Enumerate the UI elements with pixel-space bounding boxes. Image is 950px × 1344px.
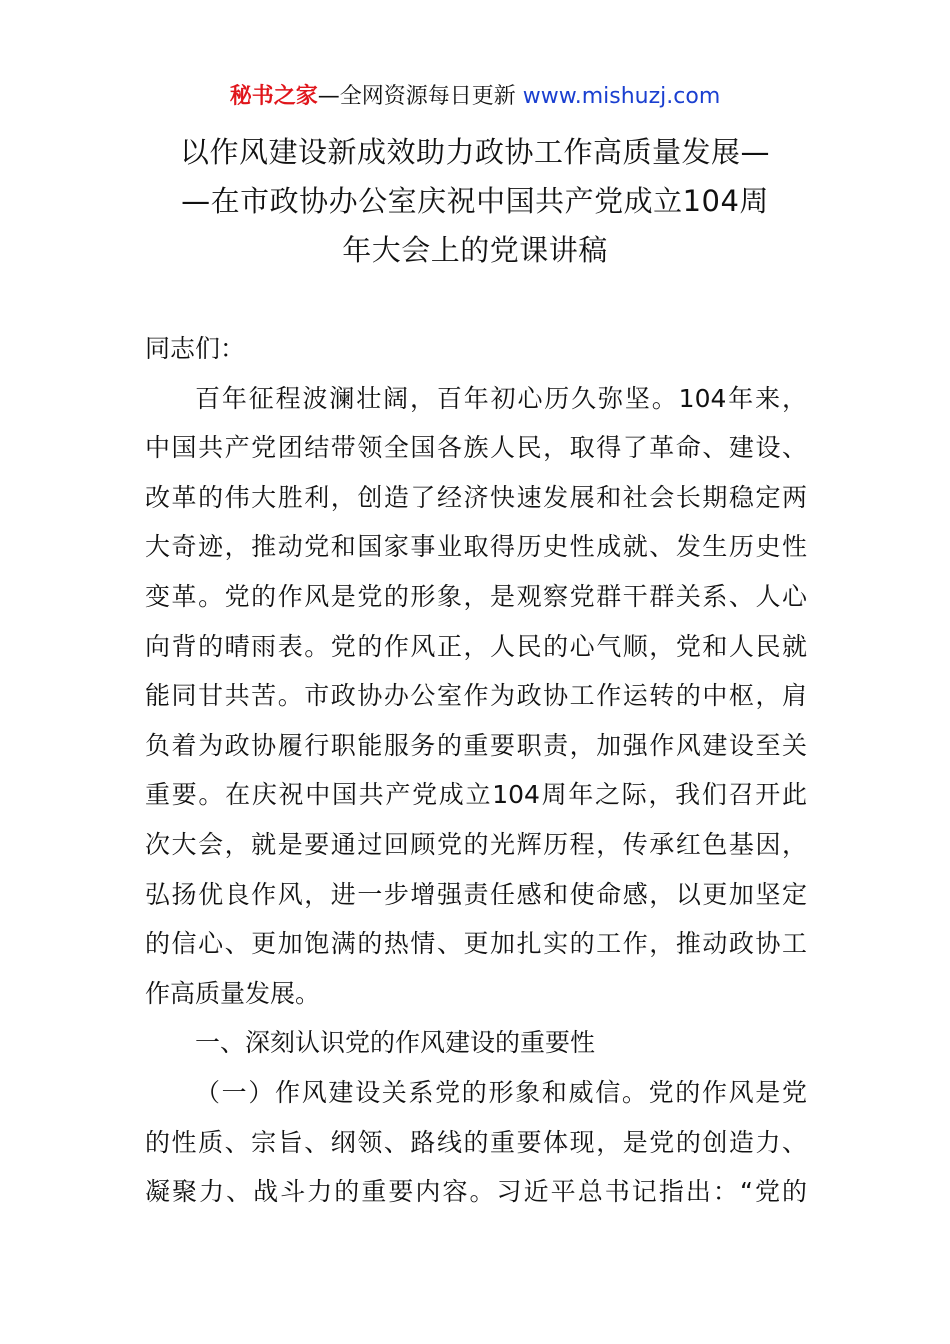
paragraph-intro [145, 374, 807, 1019]
paragraph-line: 改革的伟大胜利，创造了经济快速发展和社会长期稳定两 [145, 482, 807, 512]
paragraph-line: 变革。党的作风是党的形象，是观察党群干群关系、人心 [145, 581, 807, 611]
paragraph-line: 弘扬优良作风，进一步增强责任感和使命感，以更加坚定 [145, 879, 807, 909]
brand-name: 秘书之家 [229, 84, 318, 109]
section-heading-1: 一、深刻认识党的作风建设的重要性 [195, 1028, 596, 1058]
paragraph-line: 能同甘共苦。市政协办公室作为政协工作运转的中枢，肩 [145, 681, 807, 711]
site-header [0, 82, 950, 112]
header-tagline: —全网资源每日更新 [317, 84, 523, 109]
title-line-3: 年大会上的党课讲稿 [342, 233, 608, 267]
site-url-link[interactable]: www.mishuzj.com [522, 84, 721, 109]
document-body [145, 324, 807, 1217]
paragraph-line: 凝聚力、战斗力的重要内容。习近平总书记指出：“党的 [145, 1177, 807, 1207]
document-title [140, 128, 810, 275]
paragraph-section-1-1 [145, 1068, 807, 1217]
paragraph-line: 向背的晴雨表。党的作风正，人民的心气顺，党和人民就 [145, 631, 807, 661]
paragraph-line: 次大会，就是要通过回顾党的光辉历程，传承红色基因， [145, 829, 807, 859]
paragraph-line: 的信心、更加饱满的热情、更加扎实的工作，推动政协工 [145, 929, 807, 959]
title-line-2: —在市政协办公室庆祝中国共产党成立104周 [181, 184, 769, 218]
title-line-1: 以作风建设新成效助力政协工作高质量发展— [179, 135, 770, 169]
paragraph-line: 作高质量发展。 [145, 978, 321, 1008]
paragraph-line: 重要。在庆祝中国共产党成立104周年之际，我们召开此 [145, 780, 807, 810]
paragraph-line: 大奇迹，推动党和国家事业取得历史性成就、发生历史性 [145, 532, 807, 562]
paragraph-line: 百年征程波澜壮阔，百年初心历久弥坚。104年来， [195, 383, 807, 413]
paragraph-line: 负着为政协履行职能服务的重要职责，加强作风建设至关 [145, 730, 807, 760]
salutation: 同志们： [145, 334, 246, 363]
paragraph-line: 的性质、宗旨、纲领、路线的重要体现，是党的创造力、 [145, 1127, 807, 1157]
paragraph-line: 中国共产党团结带领全国各族人民，取得了革命、建设、 [145, 433, 807, 463]
paragraph-line: （一）作风建设关系党的形象和威信。党的作风是党 [195, 1077, 807, 1107]
